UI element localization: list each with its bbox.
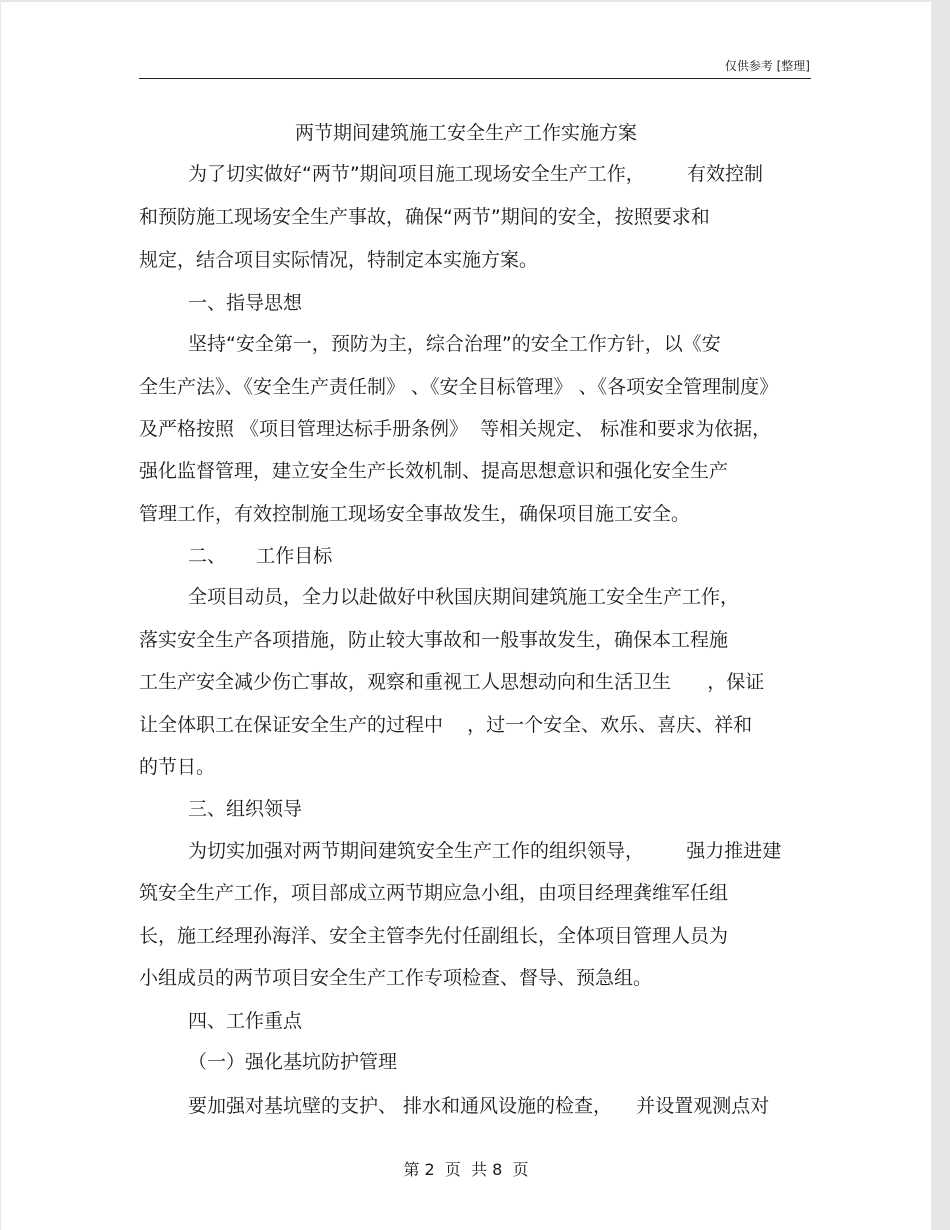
paragraph-line: 小组成员的两节项目安全生产工作专项检查、督导、预急组。 (139, 967, 653, 989)
paragraph-line: 长，施工经理孙海洋、安全主管李先付任副组长，全体项目管理人员为 (139, 925, 729, 947)
paragraph-line: 全生产法》、《安全生产责任制》 、《安全目标管理》 、《各项安全管理制度》 (139, 376, 779, 398)
paragraph-line: 让全体职工在保证安全生产的过程中 ，过一个安全、欢乐、喜庆、祥和 (139, 714, 753, 736)
paragraph-line: 管理工作，有效控制施工现场安全事故发生，确保项目施工安全。 (139, 503, 691, 525)
section-heading: 四、工作重点 (188, 1010, 303, 1032)
paragraph-line: 全项目动员，全力以赴做好中秋国庆期间建筑施工安全生产工作， (188, 586, 740, 608)
paragraph-line: 的节日。 (139, 756, 216, 778)
section-heading: 二、 工作目标 (188, 545, 333, 567)
paragraph-line: 及严格按照 《项目管理达标手册条例》 等相关规定、 标准和要求为依据， (139, 418, 772, 440)
document-page (1, 2, 931, 1230)
document-title: 两节期间建筑施工安全生产工作实施方案 (294, 122, 637, 144)
header-note: 仅供参考 [整理] (724, 59, 810, 73)
paragraph-line: 为切实加强对两节期间建筑安全生产工作的组织领导， 强力推进建 (188, 840, 782, 862)
paragraph-line: 筑安全生产工作，项目部成立两节期应急小组，由项目经理龚维军任组 (139, 882, 729, 904)
section-heading: 三、组织领导 (188, 798, 303, 820)
paragraph-line: 工生产安全减少伤亡事故，观察和重视工人思想动向和生活卫生 ，保证 (139, 671, 765, 693)
header-rule (139, 78, 811, 79)
subsection-heading: （一）强化基坑防护管理 (188, 1051, 398, 1073)
paragraph-line: 为了切实做好“两节”期间项目施工现场安全生产工作， 有效控制 (188, 163, 763, 185)
page-number: 第 2 页 共 8 页 (403, 1160, 529, 1179)
paragraph-line: 规定，结合项目实际情况，特制定本实施方案。 (139, 249, 539, 271)
paragraph-line: 强化监督管理，建立安全生产长效机制、提高思想意识和强化安全生产 (139, 460, 729, 482)
paragraph-line: 和预防施工现场安全生产事故，确保“两节”期间的安全，按照要求和 (139, 206, 710, 228)
paragraph-line: 落实安全生产各项措施，防止较大事故和一般事故发生，确保本工程施 (139, 629, 729, 651)
paragraph-line: 坚持“安全第一，预防为主，综合治理”的安全工作方针，以《安 (188, 333, 721, 355)
paragraph-line: 要加强对基坑壁的支护、 排水和通风设施的检查， 并设置观测点对 (188, 1095, 770, 1117)
section-heading: 一、指导思想 (188, 292, 303, 314)
